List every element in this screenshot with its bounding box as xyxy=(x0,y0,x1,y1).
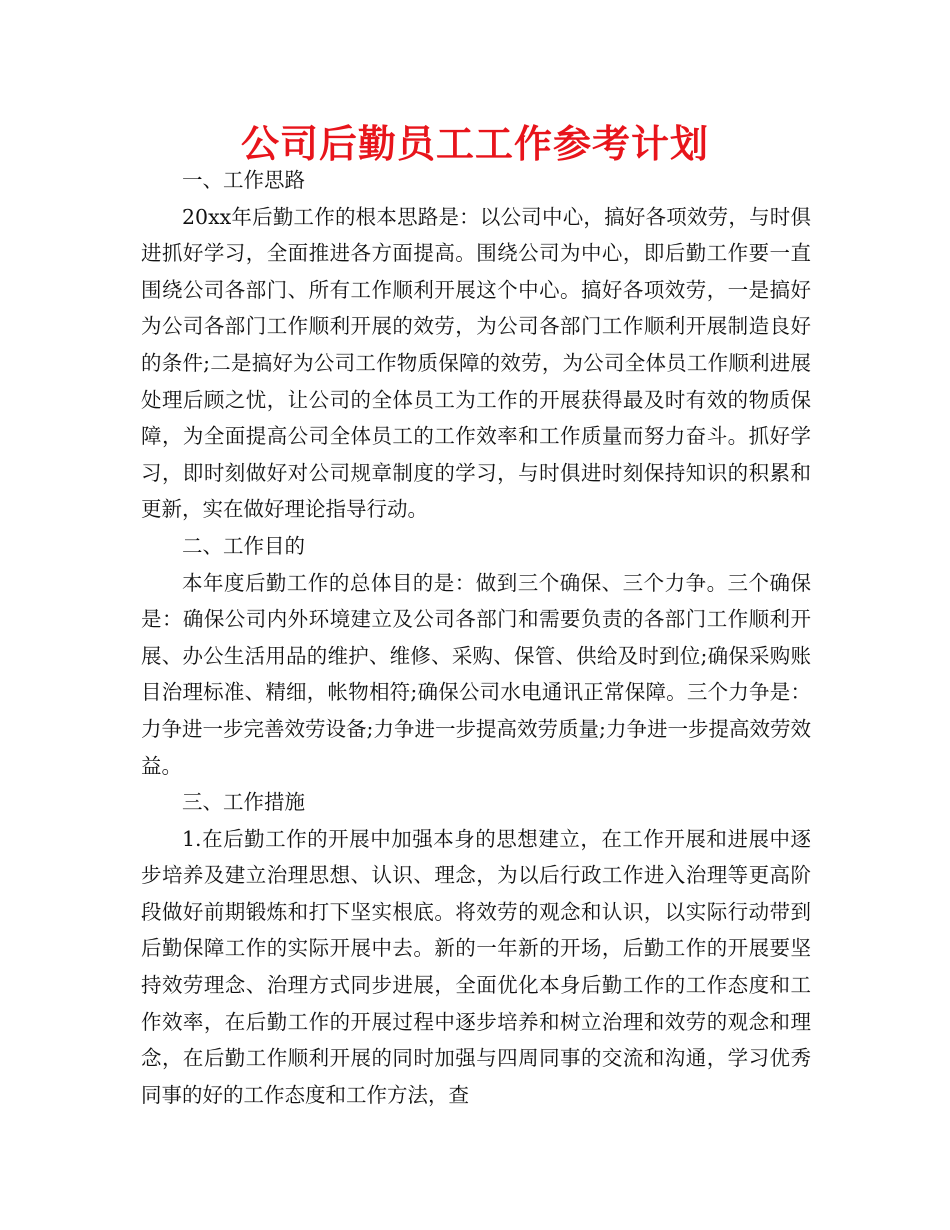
heading-work-measures: 三、工作措施 xyxy=(182,790,305,815)
heading-work-goals: 二、工作目的 xyxy=(182,533,305,558)
paragraph-work-goals: 本年度后勤工作的总体目的是：做到三个确保、三个力争。三个确保是：确保公司内外环境建立及公司各部门和需要负责的各部门工作顺利开展、办公生活用品的维护、维修、采购、保管、供给及时到位;确保采购账目治理标准、精细，帐物相符;确保公司水电通讯正常保障。三个力争是：力争进一步完善效劳设备;力争进一步提高效劳质量;力争进一步提高效劳效益。 xyxy=(141,570,811,778)
document-title: 公司后勤员工工作参考计划 xyxy=(240,122,709,166)
paragraph-work-measures-1: 1.在后勤工作的开展中加强本身的思想建立，在工作开展和进展中逐步培养及建立治理思想、认识、理念，为以后行政工作进入治理等更高阶段做好前期锻炼和打下坚实根底。将效劳的观念和认识，以实际行动带到后勤保障工作的实际开展中去。新的一年新的开场，后勤工作的开展要坚持效劳理念、治理方式同步进展，全面优化本身后勤工作的工作态度和工作效率，在后勤工作的开展过程中逐步培养和树立治理和效劳的观念和理念，在后勤工作顺利开展的同时加强与四周同事的交流和沟通，学习优秀同事的好的工作态度和工作方法，查 xyxy=(141,826,811,1107)
heading-work-ideas: 一、工作思路 xyxy=(182,168,305,192)
paragraph-work-ideas: 20xx年后勤工作的根本思路是：以公司中心，搞好各项效劳，与时俱进抓好学习，全面推进各方面提高。围绕公司为中心，即后勤工作要一直围绕公司各部门、所有工作顺利开展这个中心。搞好各项效劳，一是搞好为公司各部门工作顺利开展的效劳，为公司各部门工作顺利开展制造良好的条件;二是搞好为公司工作物质保障的效劳，为公司全体员工作顺利进展处理后顾之忧，让公司的全体员工为工作的开展获得最及时有效的物质保障，为全面提高公司全体员工的工作效率和工作质量而努力奋斗。抓好学习，即时刻做好对公司规章制度的学习，与时俱进时刻保持知识的积累和更新，实在做好理论指导行动。 xyxy=(141,204,811,522)
document-body xyxy=(141,162,811,1113)
